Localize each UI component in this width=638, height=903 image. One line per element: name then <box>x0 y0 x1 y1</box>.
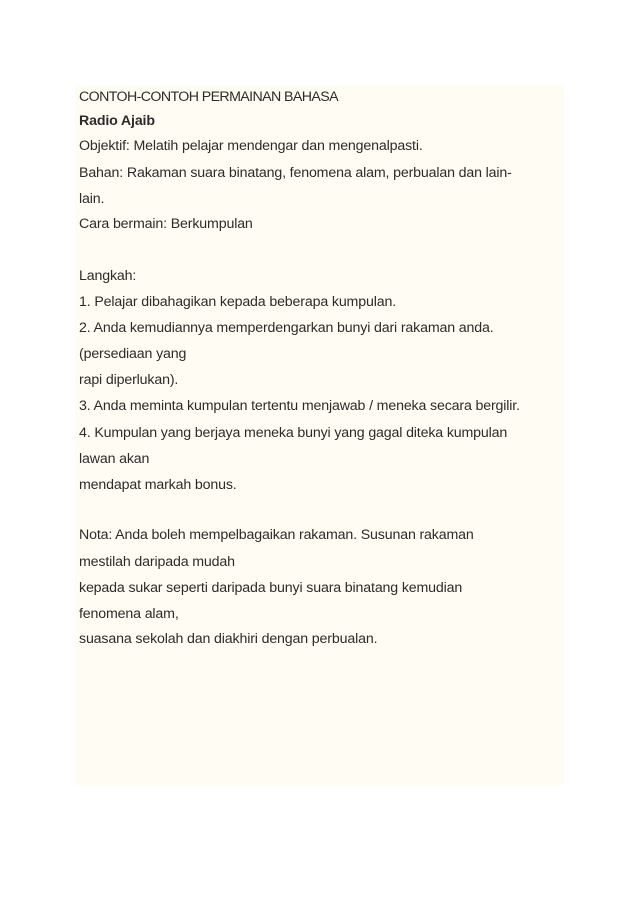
game-title: Radio Ajaib <box>79 113 155 129</box>
note-line-2: mestilah daripada mudah <box>79 554 235 570</box>
step-1: 1. Pelajar dibahagikan kepada beberapa kumpulan. <box>79 294 396 310</box>
note-line-1: Nota: Anda boleh mempelbagaikan rakaman. Susunan rakaman <box>79 527 474 543</box>
step-3: 3. Anda meminta kumpulan tertentu menjawab / meneka secara bergilir. <box>79 398 520 414</box>
step-4-line-2: lawan akan <box>79 451 150 467</box>
note-line-4: fenomena alam, <box>79 606 179 622</box>
play-mode-line: Cara bermain: Berkumpulan <box>79 216 253 232</box>
materials-line-1: Bahan: Rakaman suara binatang, fenomena alam, perbualan dan lain- <box>79 165 512 181</box>
step-2-line-2: (persediaan yang <box>79 346 187 362</box>
step-4-line-1: 4. Kumpulan yang berjaya meneka bunyi yang gagal diteka kumpulan <box>79 425 508 441</box>
steps-label: Langkah: <box>79 268 137 284</box>
materials-line-2: lain. <box>79 191 105 207</box>
note-line-3: kepada sukar seperti daripada bunyi suara binatang kemudian <box>79 580 463 596</box>
document-heading: CONTOH-CONTOH PERMAINAN BAHASA <box>79 89 338 105</box>
objective-line: Objektif: Melatih pelajar mendengar dan mengenalpasti. <box>79 138 423 154</box>
step-4-line-3: mendapat markah bonus. <box>79 477 237 493</box>
note-line-5: suasana sekolah dan diakhiri dengan perbualan. <box>79 631 378 647</box>
step-2-line-3: rapi diperlukan). <box>79 372 179 388</box>
step-2-line-1: 2. Anda kemudiannya memperdengarkan bunyi dari rakaman anda. <box>79 320 494 336</box>
